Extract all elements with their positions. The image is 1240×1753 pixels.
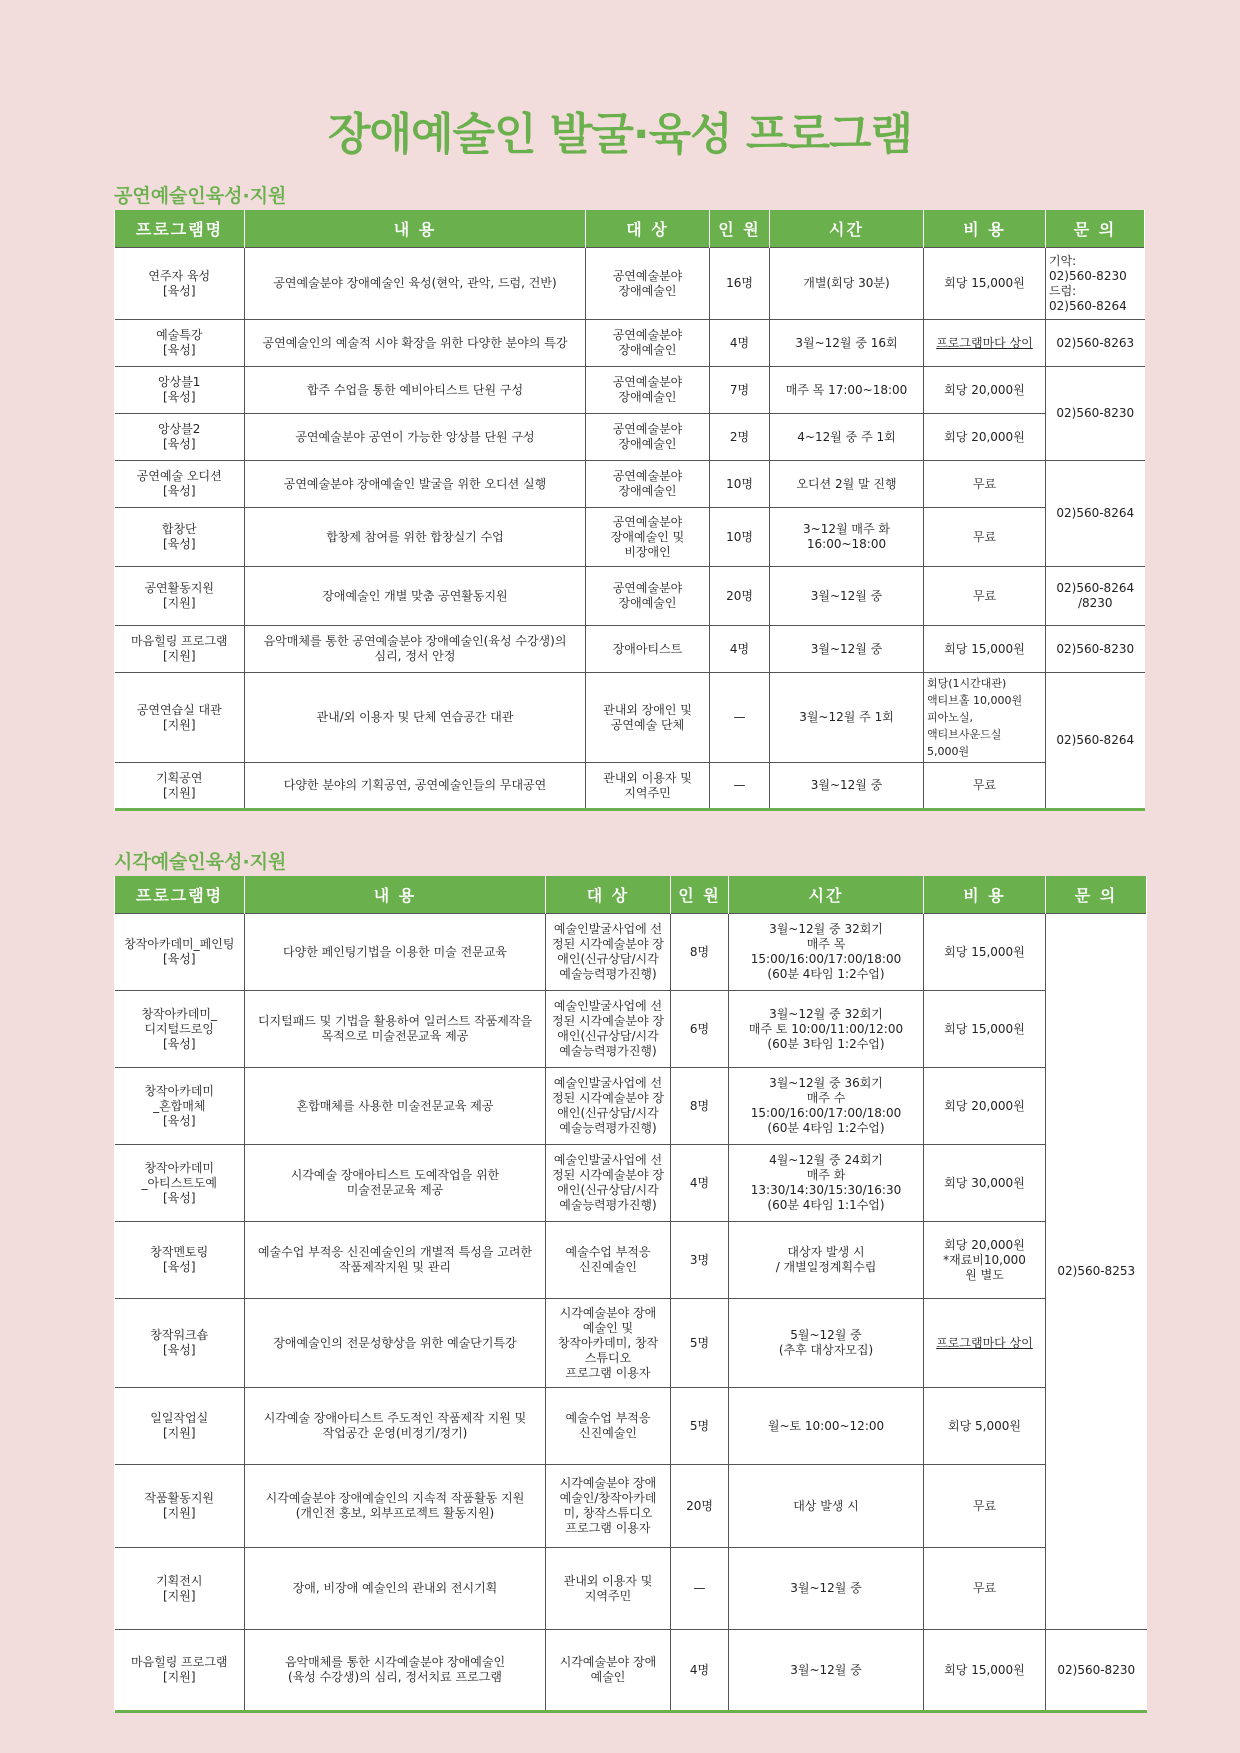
header-count: 인 원 xyxy=(671,876,729,914)
program-time: 월~토 10:00~12:00 xyxy=(729,1388,924,1465)
program-target: 시각예술분야 장애 예술인/창작아카데 미, 창작스튜디오 프로그램 이용자 xyxy=(546,1465,671,1548)
program-name: 창작워크숍 [육성] xyxy=(115,1299,245,1388)
program-cost: 무료 xyxy=(924,1548,1046,1630)
program-contact: 02)560-8230 xyxy=(1046,367,1145,461)
header-program: 프로그램명 xyxy=(115,210,245,248)
table-row xyxy=(115,1299,1147,1388)
program-cost: 회당 15,000원 xyxy=(924,248,1046,320)
program-cost: 프로그램마다 상이 xyxy=(924,320,1046,367)
program-content: 시각예술 장애아티스트 도예작업을 위한 미술전문교육 제공 xyxy=(245,1145,546,1222)
program-time: 4월~12월 중 24회기 매주 화 13:30/14:30/15:30/16:30 (60분 4타임 1:1수업) xyxy=(729,1145,924,1222)
program-content: 공연예술분야 장애예술인 발굴을 위한 오디션 실행 xyxy=(245,461,586,508)
program-target: 공연예술분야 장애예술인 및 비장애인 xyxy=(586,508,710,567)
table-row xyxy=(115,248,1145,320)
program-name: 일일작업실 [지원] xyxy=(115,1388,245,1465)
section-title-performing: 공연예술인육성·지원 xyxy=(114,185,287,207)
program-content: 공연예술분야 장애예술인 육성(현악, 관악, 드럼, 건반) xyxy=(245,248,586,320)
program-content: 다양한 분야의 기획공연, 공연예술인들의 무대공연 xyxy=(245,763,586,810)
header-time: 시간 xyxy=(770,210,924,248)
header-contact: 문 의 xyxy=(1046,876,1147,914)
program-time: 3월~12월 중 xyxy=(770,763,924,810)
program-name: 기획전시 [지원] xyxy=(115,1548,245,1630)
program-content: 시각예술 장애아티스트 주도적인 작품제작 지원 및 작업공간 운영(비정기/정기) xyxy=(245,1388,546,1465)
program-target: 장애아티스트 xyxy=(586,626,710,673)
program-content: 다양한 페인팅기법을 이용한 미술 전문교육 xyxy=(245,914,546,991)
program-target: 예술인발굴사업에 선 정된 시각예술분야 장 애인(신규상담/시각 예술능력평가진행) xyxy=(546,914,671,991)
program-cost: 회당 15,000원 xyxy=(924,991,1046,1068)
header-content: 내 용 xyxy=(245,876,546,914)
program-name: 창작아카데미 _혼합매체 [육성] xyxy=(115,1068,245,1145)
program-time: 3월~12월 중 32회기 매주 토 10:00/11:00/12:00 (60분 3타임 1:2수업) xyxy=(729,991,924,1068)
header-contact: 문 의 xyxy=(1046,210,1145,248)
program-target: 공연예술분야 장애예술인 xyxy=(586,367,710,414)
page-title: 장애예술인 발굴·육성 프로그램 xyxy=(328,109,912,160)
program-content: 시각예술분야 장애예술인의 지속적 작품활동 지원 (개인전 홍보, 외부프로젝트 활동지원) xyxy=(245,1465,546,1548)
program-content: 관내/외 이용자 및 단체 연습공간 대관 xyxy=(245,673,586,763)
program-count: 10명 xyxy=(710,461,770,508)
header-cost: 비 용 xyxy=(924,876,1046,914)
program-count: 20명 xyxy=(671,1465,729,1548)
program-name: 연주자 육성 [육성] xyxy=(115,248,245,320)
program-target: 관내외 이용자 및 지역주민 xyxy=(586,763,710,810)
program-name: 마음힐링 프로그램 [지원] xyxy=(115,1630,245,1712)
visual-arts-table xyxy=(114,876,1147,1713)
program-content: 장애예술인의 전문성향상을 위한 예술단기특강 xyxy=(245,1299,546,1388)
program-name: 창작아카데미_페인팅 [육성] xyxy=(115,914,245,991)
program-target: 공연예술분야 장애예술인 xyxy=(586,248,710,320)
program-count: 7명 xyxy=(710,367,770,414)
program-count: — xyxy=(710,673,770,763)
program-content: 합주 수업을 통한 예비아티스트 단원 구성 xyxy=(245,367,586,414)
table-row xyxy=(115,1222,1147,1299)
program-name: 예술특강 [육성] xyxy=(115,320,245,367)
program-name: 공연예술 오디션 [육성] xyxy=(115,461,245,508)
program-contact: 02)560-8264 /8230 xyxy=(1046,567,1145,626)
program-cost: 무료 xyxy=(924,461,1046,508)
program-name: 공연활동지원 [지원] xyxy=(115,567,245,626)
program-contact: 기악: 02)560-8230 드럼: 02)560-8264 xyxy=(1046,248,1145,320)
program-time: 오디션 2월 말 진행 xyxy=(770,461,924,508)
program-count: 3명 xyxy=(671,1222,729,1299)
program-count: — xyxy=(671,1548,729,1630)
header-time: 시간 xyxy=(729,876,924,914)
program-count: 20명 xyxy=(710,567,770,626)
program-target: 시각예술분야 장애 예술인 xyxy=(546,1630,671,1712)
program-cost: 회당(1시간대관) 액티브홀 10,000원 피아노실, 액티브사운드실 5,000원 xyxy=(924,673,1046,763)
program-count: 4명 xyxy=(710,626,770,673)
program-time: 대상 발생 시 xyxy=(729,1465,924,1548)
program-target: 공연예술분야 장애예술인 xyxy=(586,461,710,508)
table-row xyxy=(115,763,1145,810)
program-content: 장애, 비장애 예술인의 관내외 전시기획 xyxy=(245,1548,546,1630)
program-time: 5월~12월 중 (추후 대상자모집) xyxy=(729,1299,924,1388)
program-target: 공연예술분야 장애예술인 xyxy=(586,320,710,367)
program-cost: 회당 20,000원 xyxy=(924,1068,1046,1145)
program-cost: 회당 15,000원 xyxy=(924,914,1046,991)
program-name: 합창단 [육성] xyxy=(115,508,245,567)
program-count: 10명 xyxy=(710,508,770,567)
program-count: 5명 xyxy=(671,1299,729,1388)
header-count: 인 원 xyxy=(710,210,770,248)
header-target: 대 상 xyxy=(546,876,671,914)
program-contact: 02)560-8253 xyxy=(1046,914,1147,1630)
program-cost: 회당 20,000원 xyxy=(924,414,1046,461)
table-row xyxy=(115,914,1147,991)
program-name: 창작아카데미 _아티스트도예 [육성] xyxy=(115,1145,245,1222)
program-time: 3월~12월 주 1회 xyxy=(770,673,924,763)
program-cost: 무료 xyxy=(924,1465,1046,1548)
program-cost: 회당 30,000원 xyxy=(924,1145,1046,1222)
table-row xyxy=(115,1465,1147,1548)
section-title-visual: 시각예술인육성·지원 xyxy=(114,851,287,873)
program-time: 3월~12월 중 36회기 매주 수 15:00/16:00/17:00/18:00 (60분 4타임 1:2수업) xyxy=(729,1068,924,1145)
table-header-row xyxy=(115,876,1147,914)
program-content: 공연예술인의 예술적 시야 확장을 위한 다양한 분야의 특강 xyxy=(245,320,586,367)
program-cost: 회당 20,000원 *재료비10,000 원 별도 xyxy=(924,1222,1046,1299)
program-time: 3월~12월 중 32회기 매주 목 15:00/16:00/17:00/18:00 (60분 4타임 1:2수업) xyxy=(729,914,924,991)
program-time: 대상자 발생 시 / 개별일정계획수립 xyxy=(729,1222,924,1299)
program-name: 창작아카데미_ 디지털드로잉 [육성] xyxy=(115,991,245,1068)
program-time: 3~12월 매주 화 16:00~18:00 xyxy=(770,508,924,567)
program-contact: 02)560-8264 xyxy=(1046,461,1145,567)
table-row xyxy=(115,567,1145,626)
program-target: 공연예술분야 장애예술인 xyxy=(586,567,710,626)
program-content: 디지털패드 및 기법을 활용하여 일러스트 작품제작을 목적으로 미술전문교육 제공 xyxy=(245,991,546,1068)
program-count: 2명 xyxy=(710,414,770,461)
program-name: 작품활동지원 [지원] xyxy=(115,1465,245,1548)
program-count: 6명 xyxy=(671,991,729,1068)
program-contact: 02)560-8230 xyxy=(1046,626,1145,673)
program-time: 매주 목 17:00~18:00 xyxy=(770,367,924,414)
table-row xyxy=(115,1068,1147,1145)
table-row xyxy=(115,367,1145,414)
program-count: 4명 xyxy=(671,1630,729,1712)
program-target: 예술인발굴사업에 선 정된 시각예술분야 장 애인(신규상담/시각 예술능력평가진행) xyxy=(546,991,671,1068)
program-time: 3월~12월 중 xyxy=(729,1630,924,1712)
program-time: 3월~12월 중 xyxy=(770,567,924,626)
program-content: 혼합매체를 사용한 미술전문교육 제공 xyxy=(245,1068,546,1145)
table-row xyxy=(115,673,1145,763)
program-contact: 02)560-8264 xyxy=(1046,673,1145,810)
program-cost: 프로그램마다 상이 xyxy=(924,1299,1046,1388)
table-row xyxy=(115,1388,1147,1465)
table-row xyxy=(115,320,1145,367)
header-target: 대 상 xyxy=(586,210,710,248)
program-target: 관내외 장애인 및 공연예술 단체 xyxy=(586,673,710,763)
program-target: 예술인발굴사업에 선 정된 시각예술분야 장 애인(신규상담/시각 예술능력평가진행) xyxy=(546,1068,671,1145)
program-target: 예술인발굴사업에 선 정된 시각예술분야 장 애인(신규상담/시각 예술능력평가진행) xyxy=(546,1145,671,1222)
program-cost: 회당 15,000원 xyxy=(924,1630,1046,1712)
program-cost: 회당 5,000원 xyxy=(924,1388,1046,1465)
table-row xyxy=(115,1548,1147,1630)
program-count: 4명 xyxy=(710,320,770,367)
program-name: 앙상블1 [육성] xyxy=(115,367,245,414)
table-row xyxy=(115,1630,1147,1712)
program-content: 공연예술분야 공연이 가능한 앙상블 단원 구성 xyxy=(245,414,586,461)
program-count: — xyxy=(710,763,770,810)
program-time: 3월~12월 중 16회 xyxy=(770,320,924,367)
table-row xyxy=(115,414,1145,461)
table-row xyxy=(115,1145,1147,1222)
table-row xyxy=(115,626,1145,673)
header-program: 프로그램명 xyxy=(115,876,245,914)
table-row xyxy=(115,508,1145,567)
program-content: 장애예술인 개별 맞춤 공연활동지원 xyxy=(245,567,586,626)
program-target: 예술수업 부적응 신진예술인 xyxy=(546,1222,671,1299)
table-row xyxy=(115,461,1145,508)
program-cost: 회당 15,000원 xyxy=(924,626,1046,673)
program-cost: 무료 xyxy=(924,567,1046,626)
program-count: 8명 xyxy=(671,1068,729,1145)
program-name: 공연연습실 대관 [지원] xyxy=(115,673,245,763)
program-content: 음악매체를 통한 시각예술분야 장애예술인 (육성 수강생)의 심리, 정서치료 프로그램 xyxy=(245,1630,546,1712)
header-content: 내 용 xyxy=(245,210,586,248)
program-count: 4명 xyxy=(671,1145,729,1222)
program-time: 3월~12월 중 xyxy=(770,626,924,673)
program-count: 16명 xyxy=(710,248,770,320)
program-count: 8명 xyxy=(671,914,729,991)
header-cost: 비 용 xyxy=(924,210,1046,248)
program-content: 음악매체를 통한 공연예술분야 장애예술인(육성 수강생)의 심리, 정서 안정 xyxy=(245,626,586,673)
program-contact: 02)560-8230 xyxy=(1046,1630,1147,1712)
program-target: 시각예술분야 장애 예술인 및 창작아카데미, 창작 스튜디오 프로그램 이용자 xyxy=(546,1299,671,1388)
program-name: 창작멘토링 [육성] xyxy=(115,1222,245,1299)
program-contact: 02)560-8263 xyxy=(1046,320,1145,367)
program-cost: 무료 xyxy=(924,508,1046,567)
program-time: 개별(회당 30분) xyxy=(770,248,924,320)
program-content: 합창제 참여를 위한 합창실기 수업 xyxy=(245,508,586,567)
program-cost: 회당 20,000원 xyxy=(924,367,1046,414)
program-time: 3월~12월 중 xyxy=(729,1548,924,1630)
performing-arts-table xyxy=(114,210,1145,811)
program-name: 마음힐링 프로그램 [지원] xyxy=(115,626,245,673)
program-target: 예술수업 부적응 신진예술인 xyxy=(546,1388,671,1465)
program-target: 공연예술분야 장애예술인 xyxy=(586,414,710,461)
program-content: 예술수업 부적응 신진예술인의 개별적 특성을 고려한 작품제작지원 및 관리 xyxy=(245,1222,546,1299)
program-cost: 무료 xyxy=(924,763,1046,810)
table-row xyxy=(115,991,1147,1068)
table-header-row xyxy=(115,210,1145,248)
program-name: 기획공연 [지원] xyxy=(115,763,245,810)
program-name: 앙상블2 [육성] xyxy=(115,414,245,461)
program-time: 4~12월 중 주 1회 xyxy=(770,414,924,461)
program-target: 관내외 이용자 및 지역주민 xyxy=(546,1548,671,1630)
program-count: 5명 xyxy=(671,1388,729,1465)
